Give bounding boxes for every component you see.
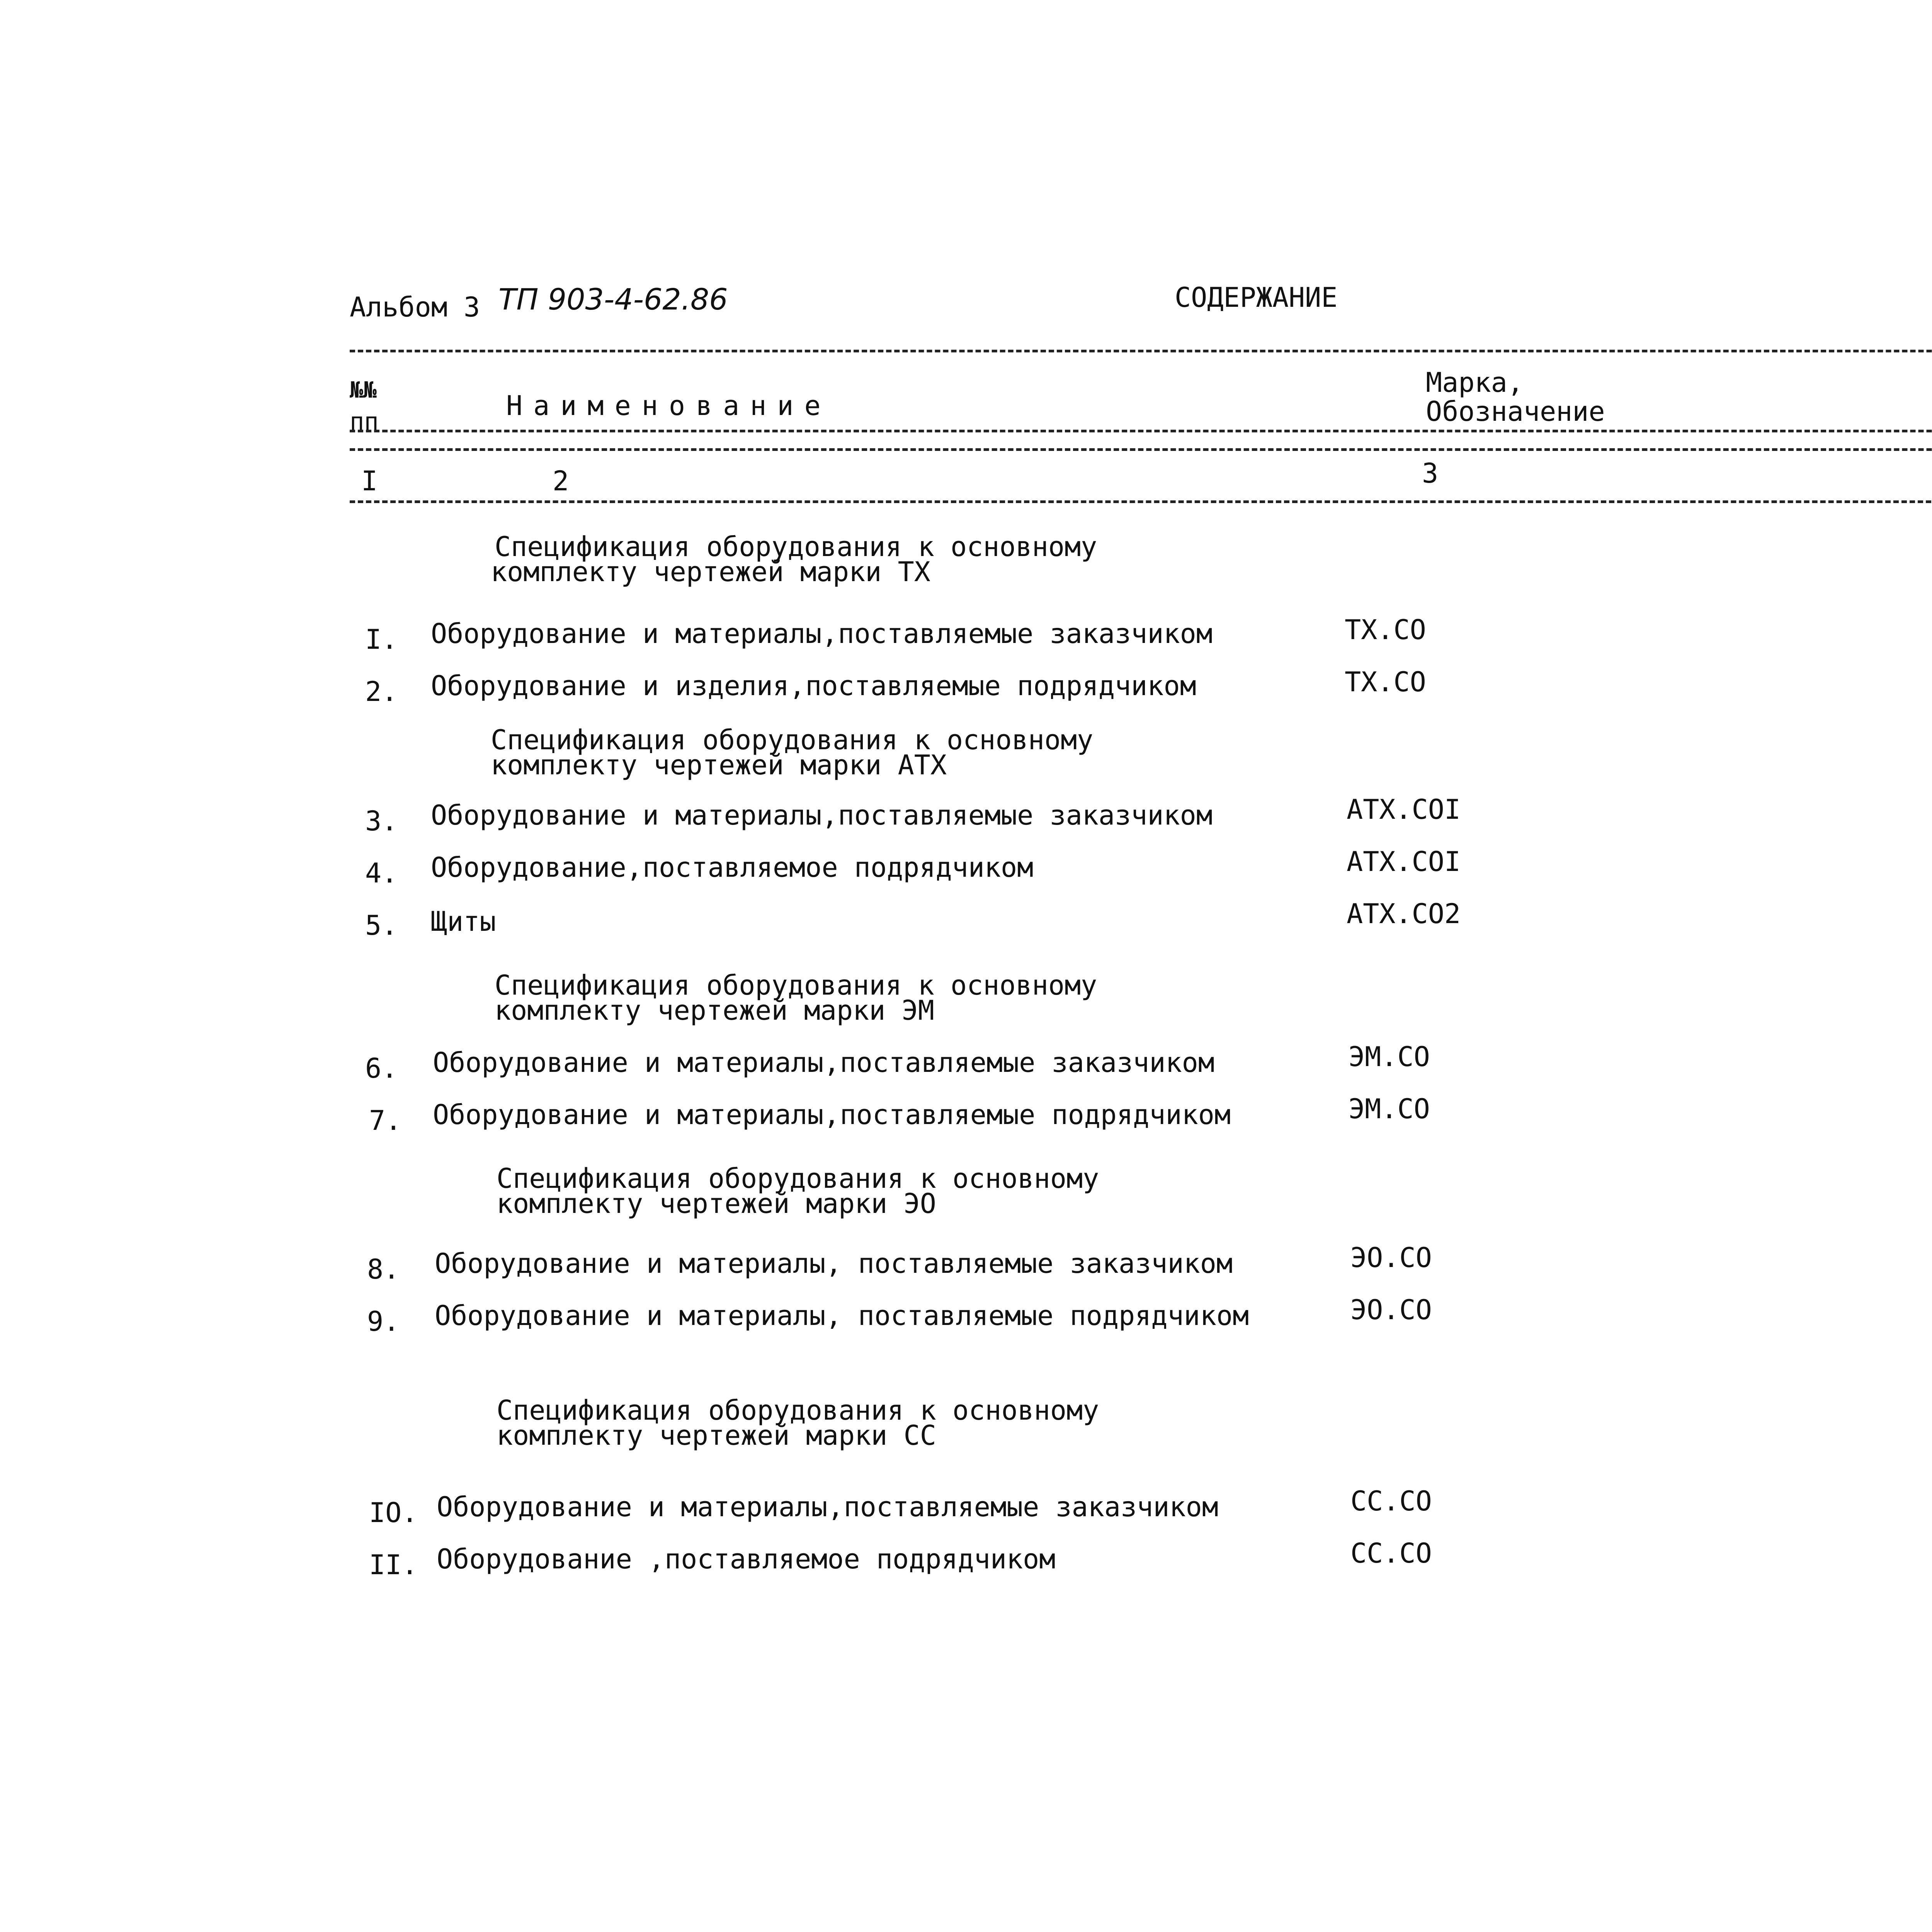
section-heading-line1: Спецификация оборудования к основному xyxy=(495,531,1097,563)
row-number: 2. xyxy=(365,676,398,707)
section-heading-line1: Спецификация оборудования к основному xyxy=(495,969,1097,1001)
row-number: 3. xyxy=(365,805,398,837)
row-name: Оборудование и материалы,поставляемые заказчиком xyxy=(433,1047,1214,1078)
col-index-1: I xyxy=(361,465,378,497)
col-index-3: 3 xyxy=(1422,457,1439,489)
document-title: СОДЕРЖАНИЕ xyxy=(1175,282,1338,313)
row-name: Оборудование и материалы,поставляемые подрядчиком xyxy=(433,1099,1231,1131)
row-name: Щиты xyxy=(431,906,496,937)
row-mark: ЭМ.СО xyxy=(1349,1093,1430,1125)
rule-header-mid xyxy=(350,430,1932,432)
section-heading-line1: Спецификация оборудования к основному xyxy=(497,1395,1099,1426)
row-name: Оборудование и материалы, поставляемые заказчиком xyxy=(435,1248,1233,1279)
col-num-bottom: пп xyxy=(350,407,379,435)
row-mark: ТХ.СО xyxy=(1345,614,1426,646)
col-num-top: №№ xyxy=(350,377,377,403)
row-number: 8. xyxy=(367,1253,400,1285)
row-mark: СС.СО xyxy=(1350,1485,1432,1517)
row-name: Оборудование и материалы,поставляемые заказчиком xyxy=(437,1491,1218,1523)
col-mark-header-bottom: Обозначение xyxy=(1426,396,1605,427)
row-number: 4. xyxy=(365,857,398,889)
row-number: 7. xyxy=(369,1105,402,1136)
row-mark: АТХ.СО2 xyxy=(1347,898,1461,930)
row-name: Оборудование и материалы,поставляемые заказчиком xyxy=(431,618,1213,650)
col-index-2: 2 xyxy=(553,465,569,497)
section-heading-line2: комплекту чертежей марки ЭМ xyxy=(495,995,934,1026)
row-mark: ЭО.СО xyxy=(1350,1294,1432,1326)
rule-header-bottom xyxy=(350,448,1932,451)
row-mark: АТХ.СОI xyxy=(1347,794,1461,825)
row-name: Оборудование и материалы, поставляемые подрядчиком xyxy=(435,1300,1249,1332)
section-heading-line2: комплекту чертежей марки ЭО xyxy=(497,1188,936,1219)
row-mark: АТХ.СОI xyxy=(1347,846,1461,878)
section-heading-line2: комплекту чертежей марки СС xyxy=(497,1420,936,1451)
col-mark-header-top: Марка, xyxy=(1426,367,1524,398)
album-label: Альбом 3 xyxy=(350,291,480,323)
section-heading-line1: Спецификация оборудования к основному xyxy=(497,1163,1099,1194)
row-name: Оборудование и изделия,поставляемые подрядчиком xyxy=(431,670,1196,702)
row-number: II. xyxy=(369,1549,418,1581)
section-heading-line2: комплекту чертежей марки ТХ xyxy=(491,556,930,588)
row-mark: ЭМ.СО xyxy=(1349,1041,1430,1073)
row-name: Оборудование и материалы,поставляемые заказчиком xyxy=(431,799,1213,831)
section-heading-line2: комплекту чертежей марки АТХ xyxy=(491,749,947,781)
row-name: Оборудование,поставляемое подрядчиком xyxy=(431,852,1034,883)
row-mark: ЭО.СО xyxy=(1350,1242,1432,1274)
col-name-header: Наименование xyxy=(506,390,832,422)
row-mark: СС.СО xyxy=(1350,1537,1432,1569)
row-number: 5. xyxy=(365,910,398,941)
row-number: 6. xyxy=(365,1053,398,1084)
row-number: 9. xyxy=(367,1306,400,1337)
rule-index xyxy=(350,500,1932,503)
row-mark: ТХ.СО xyxy=(1345,666,1426,698)
project-code: ТП 903-4-62.86 xyxy=(498,282,728,316)
row-name: Оборудование ,поставляемое подрядчиком xyxy=(437,1543,1056,1575)
section-heading-line1: Спецификация оборудования к основному xyxy=(491,724,1094,756)
row-number: I. xyxy=(365,624,398,655)
rule-top xyxy=(350,350,1932,352)
row-number: IO. xyxy=(369,1497,418,1529)
